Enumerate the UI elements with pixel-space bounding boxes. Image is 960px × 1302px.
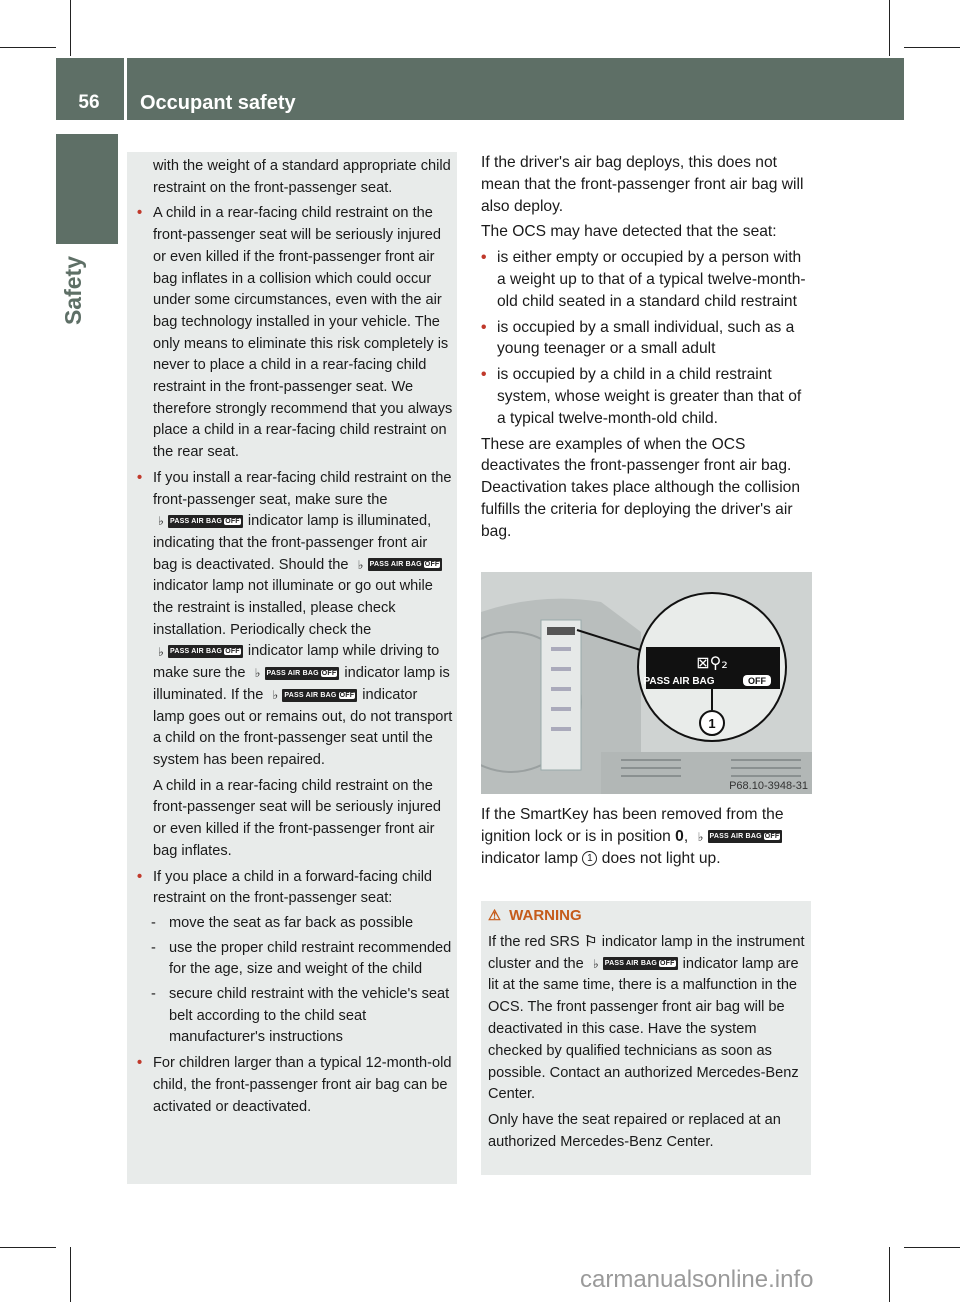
warning-triangle-icon: ⚠ bbox=[488, 908, 502, 924]
side-label: Safety bbox=[60, 256, 86, 326]
left-bullet-2 bbox=[137, 468, 453, 772]
lamp-off: OFF bbox=[659, 960, 675, 968]
page-number: 56 bbox=[78, 92, 100, 113]
text-span: indicator lamp in the instrument cluster and the bbox=[488, 933, 805, 972]
warning-title: WARNING bbox=[509, 907, 582, 924]
side-tab bbox=[56, 134, 118, 244]
lamp-text: PASS AIR BAG bbox=[709, 833, 762, 841]
pass-air-bag-off-icon: ♭ PASS AIR BAG OFF bbox=[268, 688, 357, 702]
lamp-off: OFF bbox=[225, 518, 240, 526]
left-bullet-4: • For children larger than a typical 12-month-old child, the front-passenger front air bag can be activated or deactivated. bbox=[137, 1053, 453, 1118]
left-bullet-2-extra: A child in a rear-facing child restraint on the front-passenger seat will be seriously injured or even killed if the front-passenger front air bag inflates. bbox=[153, 777, 441, 859]
text-span: indicator lamp bbox=[481, 849, 579, 867]
warning-text-1 bbox=[488, 932, 806, 1106]
callout-number: 1 bbox=[582, 851, 597, 866]
figure-code: P68.10-3948-31 bbox=[729, 780, 808, 792]
pass-air-bag-off-icon: ♭ PASS AIR BAG OFF bbox=[694, 830, 783, 844]
lamp-text: PASS AIR BAG bbox=[266, 669, 319, 677]
crop-mark bbox=[904, 47, 960, 48]
right-p4: If the SmartKey has been removed from the ignition lock or is in position 0, ♭ PASS AIR BAG OFF indicator lamp 1 does not light up. bbox=[481, 806, 784, 867]
left-column bbox=[137, 156, 453, 1118]
pass-air-bag-off-icon: ♭ PASS AIR BAG OFF bbox=[154, 645, 243, 659]
right-bullet-1: • is either empty or occupied by a person with a weight up to that of a typical twelve-month-old child seated in a standard child restraint bbox=[481, 247, 813, 312]
crop-mark bbox=[70, 1247, 71, 1302]
crop-mark bbox=[889, 0, 890, 56]
lamp-text: PASS AIR BAG bbox=[604, 960, 657, 968]
section-title: Occupant safety bbox=[140, 92, 296, 114]
srs-airbag-icon: ⚐ bbox=[584, 933, 598, 950]
figure-lamp-text: PASS AIR BAG bbox=[643, 676, 715, 687]
right-p1: If the driver's air bag deploys, this does not mean that the front-passenger front air bag will also deploy. bbox=[481, 154, 804, 215]
right-column-after-figure bbox=[481, 804, 813, 869]
warning-content bbox=[488, 905, 806, 1154]
warning-header bbox=[488, 905, 806, 928]
lamp-off: OFF bbox=[225, 648, 240, 656]
left-bullet-3: • If you place a child in a forward-facing child restraint on the front-passenger seat: bbox=[137, 867, 453, 910]
text-span: indicator lamp not illuminate or go out while the restraint is installed, please check installation. Periodically check the bbox=[153, 578, 433, 638]
pass-air-bag-off-icon: ♭ PASS AIR BAG OFF bbox=[589, 957, 678, 971]
lamp-text: PASS AIR BAG bbox=[284, 691, 337, 699]
crop-mark bbox=[0, 47, 56, 48]
figure-off-text: OFF bbox=[748, 676, 766, 686]
left-dash-1: - move the seat as far back as possible bbox=[137, 913, 453, 935]
left-dash-3: - secure child restraint with the vehicle's seat belt according to the child seat manufacturer's instructions bbox=[137, 984, 453, 1049]
crop-mark bbox=[889, 1247, 890, 1302]
text-span: If the red SRS bbox=[488, 933, 580, 950]
lamp-text: PASS AIR BAG bbox=[369, 561, 422, 569]
left-intro: with the weight of a standard appropriate child restraint on the front-passenger seat. bbox=[153, 158, 451, 196]
text-span: does not light up. bbox=[601, 849, 721, 867]
dashboard-illustration bbox=[481, 572, 812, 794]
header-divider bbox=[124, 58, 127, 120]
right-p3: These are examples of when the OCS deactivates the front-passenger front air bag. Deactivation takes place although the collision fulfills the criteria for deploying the driver's air bag. bbox=[481, 435, 801, 540]
text-span: If you install a rear-facing child restraint on the front-passenger seat, make sure the bbox=[153, 469, 452, 508]
text-span: If the SmartKey has been removed from the ignition lock or is in position bbox=[481, 806, 784, 845]
text-span: indicator lamp goes out or remains out, do not transport a child on the front-passenger seat until the system has been repaired. bbox=[153, 686, 453, 768]
lamp-text: PASS AIR BAG bbox=[170, 648, 223, 656]
text-span: indicator lamp is illuminated, indicating that the front-passenger front air bag is deactivated. Should the bbox=[153, 513, 432, 573]
left-bullet-1: • A child in a rear-facing child restraint on the front-passenger seat will be seriously injured or even killed if the front-passenger front air bag inflates in a collision which could occur under some circumstances, even with the air bag technology installed in your vehicle. The only means to eliminate this risk completely is never to place a child in a rear-facing child restraint in the front-passenger seat. We therefore strongly recommend that you always place a child in a rear-facing child restraint on the rear seat. bbox=[137, 203, 453, 463]
pass-air-bag-off-icon: ♭ PASS AIR BAG OFF bbox=[154, 514, 243, 528]
lamp-off: OFF bbox=[339, 691, 355, 699]
crop-mark bbox=[904, 1247, 960, 1248]
watermark: carmanualsonline.info bbox=[580, 1266, 814, 1293]
pass-air-bag-off-icon: ♭ PASS AIR BAG OFF bbox=[251, 666, 340, 680]
left-dash-2: - use the proper child restraint recommended for the age, size and weight of the child bbox=[137, 938, 453, 981]
text-span: indicator lamp is illuminated. If the bbox=[153, 665, 450, 703]
right-column-top bbox=[481, 152, 813, 543]
position-zero: 0 bbox=[675, 827, 684, 845]
lamp-off: OFF bbox=[424, 561, 440, 569]
figure-callout: 1 bbox=[708, 716, 716, 731]
crop-mark bbox=[70, 0, 71, 56]
lamp-text: PASS AIR BAG bbox=[170, 518, 223, 526]
warning-text-2: Only have the seat repaired or replaced at an authorized Mercedes-Benz Center. bbox=[488, 1112, 781, 1150]
svg-text:⊠⚲₂: ⊠⚲₂ bbox=[696, 653, 728, 672]
right-bullet-3: • is occupied by a child in a child restraint system, whose weight is greater than that of a typical twelve-month-old child. bbox=[481, 364, 813, 429]
text-span: indicator lamp are lit at the same time, there is a malfunction in the OCS. The front passenger front air bag will be deactivated in this case. Have the system checked by qualified technicians as soon as possible. Contact an authorized Mercedes-Benz Center. bbox=[488, 955, 799, 1103]
lamp-off: OFF bbox=[321, 669, 337, 677]
crop-mark bbox=[0, 1247, 56, 1248]
right-p2: The OCS may have detected that the seat: bbox=[481, 223, 777, 241]
text-span: indicator lamp while driving to make sure the bbox=[153, 643, 440, 682]
dashboard-figure bbox=[481, 572, 812, 794]
lamp-off: OFF bbox=[764, 833, 780, 841]
right-bullet-2: • is occupied by a small individual, such as a young teenager or a small adult bbox=[481, 317, 813, 361]
pass-air-bag-off-icon: ♭ PASS AIR BAG OFF bbox=[354, 558, 443, 572]
